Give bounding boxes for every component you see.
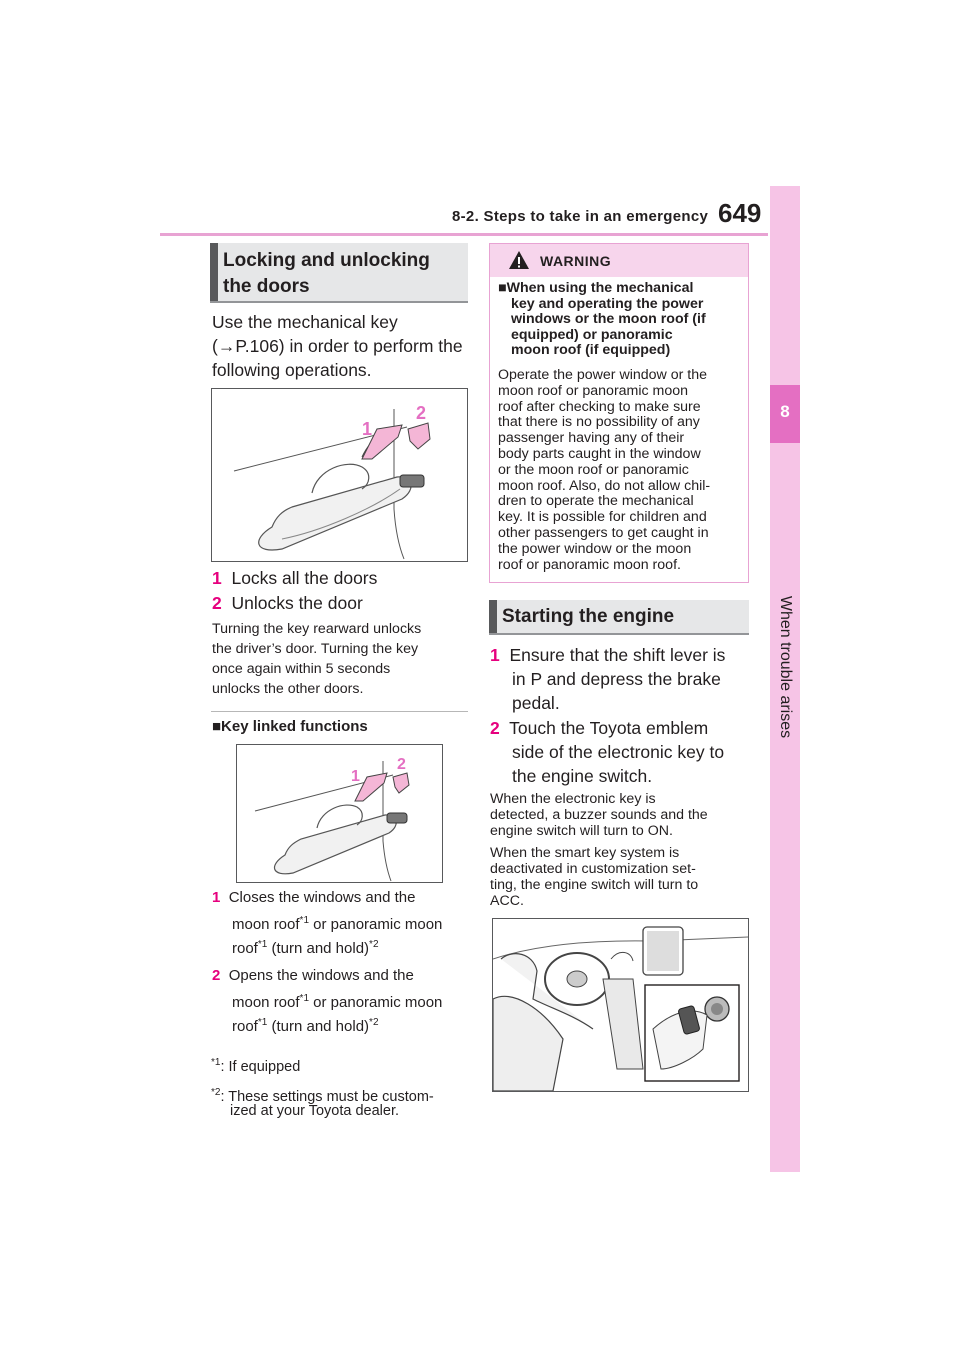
footnote-1: [211, 1052, 300, 1078]
item-text: Closes the windows and the: [228, 889, 416, 906]
warning-subhead-line: windows or the moon roof (if: [511, 311, 706, 327]
item-text: or panoramic moon: [309, 994, 443, 1011]
item-text: roof: [232, 940, 258, 957]
section-title: 8-2. Steps to take in an emergency: [452, 208, 709, 225]
start-step-2-l2: side of the electronic key to: [512, 742, 725, 762]
page-number: 649: [718, 198, 762, 228]
start-step-2-l3: the engine switch.: [512, 766, 653, 786]
warning-body-line: dren to operate the mechanical: [498, 493, 694, 510]
key-item-1-line3: [232, 934, 379, 960]
warning-box: [489, 243, 749, 583]
step-text: Touch the Toyota emblem: [509, 718, 709, 738]
divider: [211, 711, 468, 712]
start-step-1-l2: in P and depress the brake: [512, 669, 721, 689]
door-handle-figure-2: [236, 744, 443, 883]
start-step-1-l3: pedal.: [512, 693, 560, 713]
note-line: detected, a buzzer sounds and the: [490, 807, 708, 823]
lock-note-1: Turning the key rearward unlocks: [212, 621, 422, 637]
lock-note-4: unlocks the other doors.: [212, 681, 364, 697]
warning-body: [498, 368, 710, 573]
warning-body-line: roof after checking to make sure: [498, 398, 701, 415]
warning-body-line: or the moon roof or panoramic: [498, 461, 689, 478]
item-text: moon roof: [232, 916, 300, 933]
footnote-ref: *1: [257, 939, 268, 950]
door-handle-illustration-1: [212, 389, 467, 561]
key-linked-heading: ■Key linked functions: [212, 718, 368, 735]
figure1-label-2: 2: [416, 403, 427, 423]
footnote-mark: *1: [211, 1057, 221, 1068]
warning-triangle-icon: [508, 250, 530, 270]
chapter-label: [772, 560, 798, 780]
door-handle-figure-1: [211, 388, 468, 562]
locking-intro-1: Use the mechanical key: [212, 312, 398, 332]
warning-subhead-line: key and operating the power: [511, 295, 704, 312]
header-rule: [160, 233, 768, 236]
start-step-1: [490, 643, 725, 668]
item-text: (turn and hold): [267, 940, 370, 957]
door-handle-illustration-2: [237, 745, 442, 882]
engine-start-figure: [492, 918, 749, 1092]
step-text: Locks all the doors: [231, 568, 378, 588]
footnote-ref: *1: [299, 915, 309, 926]
warning-body-line: the power window or the moon: [498, 540, 692, 557]
lock-note-2: the driver’s door. Turning the key: [212, 641, 419, 657]
starting-heading-text: Starting the engine: [502, 606, 675, 627]
start-step-2: [490, 716, 708, 741]
warning-body-line: body parts caught in the window: [498, 445, 701, 462]
footnote-2-line2: ized at your Toyota dealer.: [230, 1103, 400, 1119]
figure2-label-2: 2: [397, 756, 406, 773]
warning-body-line: moon roof or panoramic moon: [498, 382, 689, 399]
starting-heading: [489, 600, 749, 635]
step-number: 1: [212, 568, 222, 588]
driver-key-illustration: [493, 919, 748, 1091]
start-note-2: [490, 845, 698, 909]
warning-body-line: key. It is possible for children and: [498, 509, 707, 526]
note-line: When the smart key system is: [490, 845, 680, 861]
warning-body-line: other passengers to get caught in: [498, 524, 709, 541]
item-text: moon roof: [232, 994, 300, 1011]
figure1-label-1: 1: [362, 419, 373, 439]
warning-header: [490, 244, 748, 277]
note-line: ting, the engine switch will turn to: [490, 877, 699, 893]
item-text: roof: [232, 1018, 258, 1035]
warning-body-line: moon roof. Also, do not allow chil-: [498, 477, 711, 494]
locking-heading-line1: Locking and unlocking: [223, 250, 430, 271]
figure2-label-1: 1: [351, 768, 360, 785]
note-line: deactivated in customization set-: [490, 861, 696, 877]
footnote-ref: *2: [369, 1017, 379, 1028]
warning-title: WARNING: [540, 253, 612, 269]
footnote-text: : These settings must be custom-: [220, 1088, 434, 1105]
lock-step-2: [212, 591, 363, 616]
step-text: Unlocks the door: [231, 593, 363, 613]
warning-subhead: [498, 281, 706, 359]
step-number: 2: [490, 718, 500, 738]
key-item-1-line2: [232, 910, 442, 936]
footnote-ref: *1: [299, 993, 309, 1004]
step-text: Ensure that the shift lever is: [509, 645, 726, 665]
item-number: 2: [212, 967, 221, 984]
key-item-1-line1: [212, 888, 415, 907]
warning-subhead-line: equipped) or panoramic: [511, 326, 673, 343]
item-text: Opens the windows and the: [228, 967, 414, 984]
lock-step-1: [212, 566, 377, 591]
footnote-ref: *2: [369, 939, 379, 950]
chapter-label-text: When trouble arises: [777, 595, 794, 739]
chapter-number: 8: [780, 402, 790, 421]
locking-intro-3: following operations.: [212, 360, 372, 380]
lock-note-3: once again within 5 seconds: [212, 661, 391, 677]
item-text: or panoramic moon: [309, 916, 443, 933]
key-item-2-line1: [212, 966, 414, 986]
note-line: When the electronic key is: [490, 791, 656, 807]
locking-intro-2: (→P.106) in order to perform the: [212, 336, 463, 356]
footnote-text: : If equipped: [220, 1058, 301, 1075]
key-item-2-line2: [232, 988, 442, 1014]
footnote-mark: *2: [211, 1087, 221, 1098]
warning-subhead-line: ■When using the mechanical: [498, 280, 694, 296]
warning-body-line: roof or panoramic moon roof.: [498, 556, 681, 573]
warning-body-line: that there is no possibility of any: [498, 414, 700, 431]
note-line: engine switch will turn to ON.: [490, 823, 673, 839]
start-note-1: [490, 791, 708, 839]
step-number: 1: [490, 645, 500, 665]
warning-body-line: Operate the power window or the: [498, 367, 707, 383]
warning-subhead-line: moon roof (if equipped): [511, 342, 671, 358]
locking-heading-line2: the doors: [223, 276, 310, 297]
key-item-2-line3: [232, 1012, 379, 1038]
locking-heading: [210, 243, 468, 303]
item-number: 1: [212, 889, 221, 906]
footnote-ref: *1: [257, 1017, 268, 1028]
step-number: 2: [212, 593, 222, 613]
warning-body-line: passenger having any of their: [498, 430, 685, 447]
item-text: (turn and hold): [267, 1018, 370, 1035]
note-line: ACC.: [490, 893, 524, 909]
